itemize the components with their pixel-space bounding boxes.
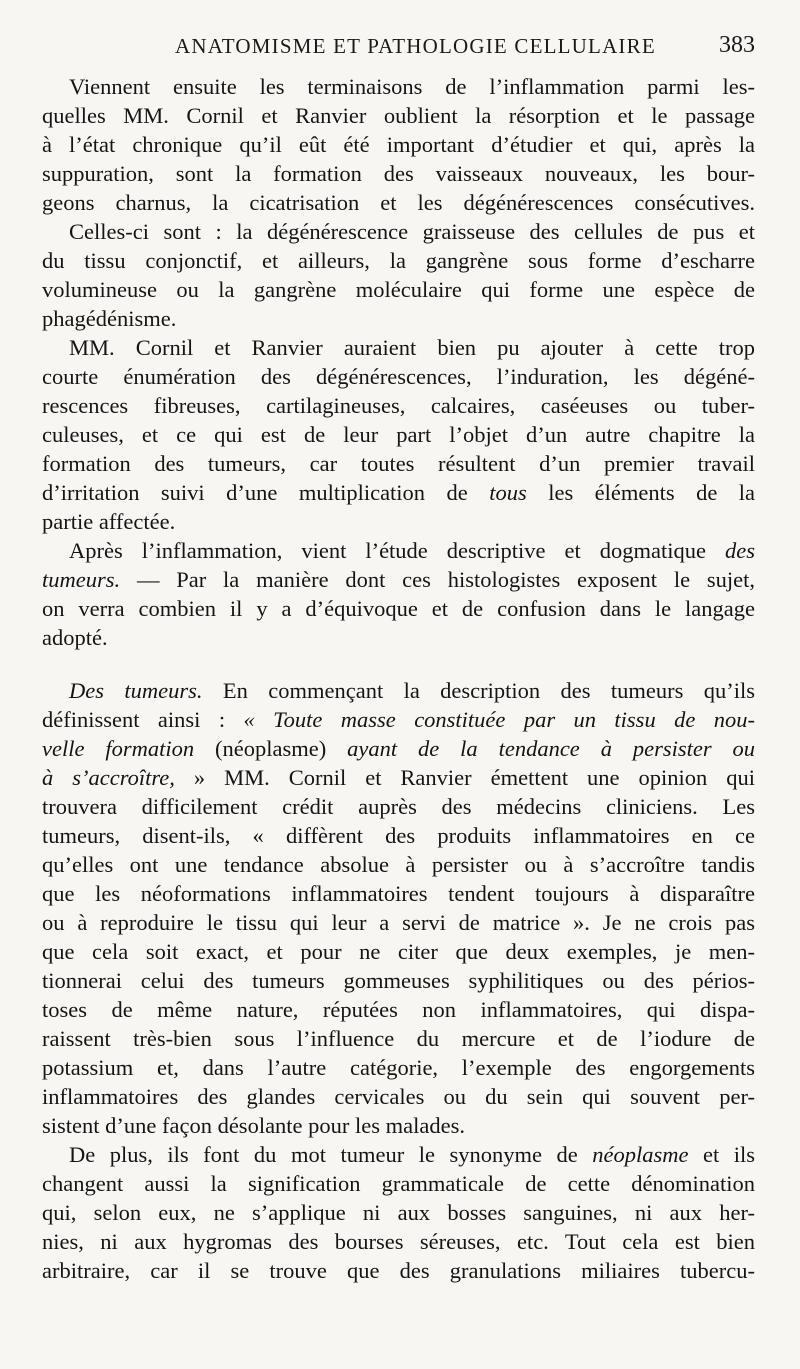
text-line <box>42 565 755 594</box>
text-run: d’irritation suivi d’une multiplication de <box>42 480 468 505</box>
italic-text: tumeurs. <box>42 567 121 592</box>
italic-text: des <box>725 538 755 563</box>
text-line: Viennent ensuite les terminaisons de l’inflammation parmi les- <box>69 74 755 99</box>
text-line: phagédénisme. <box>42 306 177 331</box>
text-line <box>42 705 755 734</box>
section-gap <box>42 652 755 676</box>
text-line: volumineuse ou la gangrène moléculaire qui forme une espèce de <box>42 277 755 302</box>
text-run: De plus, ils font du mot tumeur le synonyme de <box>69 1142 578 1167</box>
page-header <box>42 34 755 62</box>
text-line: inflammatoires des glandes cervicales ou du sein qui souvent per- <box>42 1084 755 1109</box>
body-text <box>42 72 755 1285</box>
page-number: 383 <box>719 32 755 58</box>
italic-text: « Toute masse constituée par un tissu de nou- <box>243 707 755 732</box>
italic-text: velle formation <box>42 736 195 761</box>
text-run: les éléments de la <box>548 480 755 505</box>
text-line: suppuration, sont la formation des vaisseaux nouveaux, les bour- <box>42 161 755 186</box>
text-line: trouvera difficilement crédit auprès des médecins cliniciens. Les <box>42 794 755 819</box>
text-line: qui, selon eux, ne s’applique ni aux bosses sanguines, ni aux her- <box>42 1200 755 1225</box>
text-line <box>42 734 755 763</box>
text-run: En commençant la description des tumeurs qu’ils <box>222 678 755 703</box>
italic-text: à s’accroître, <box>42 765 175 790</box>
text-line: arbitraire, car il se trouve que des granulations miliaires tubercu- <box>42 1258 755 1283</box>
text-line: adopté. <box>42 625 108 650</box>
text-line: geons charnus, la cicatrisation et les dégénérescences consécutives. <box>42 190 755 215</box>
paragraph <box>42 217 755 333</box>
running-title: ANATOMISME ET PATHOLOGIE CELLULAIRE <box>175 34 656 58</box>
text-line: toses de même nature, réputées non inflammatoires, qui dispa- <box>42 997 755 1022</box>
text-line: que cela soit exact, et pour ne citer que deux exemples, je men- <box>42 939 755 964</box>
text-line: rescences fibreuses, cartilagineuses, calcaires, caséeuses ou tuber- <box>42 393 755 418</box>
text-line: tumeurs, disent-ils, « diffèrent des produits inflammatoires en ce <box>42 823 755 848</box>
text-run: — Par la manière dont ces histologistes exposent le sujet, <box>136 567 755 592</box>
italic-text: néoplasme <box>592 1142 689 1167</box>
text-run: (néoplasme) <box>215 736 327 761</box>
paragraph <box>42 72 755 217</box>
text-line: quelles MM. Cornil et Ranvier oublient la résorption et le passage <box>42 103 755 128</box>
paragraph <box>42 536 755 652</box>
text-line <box>42 536 755 565</box>
text-line: à l’état chronique qu’il eût été important d’étudier et qui, après la <box>42 132 755 157</box>
text-line: potassium et, dans l’autre catégorie, l’exemple des engorgements <box>42 1055 755 1080</box>
text-line: culeuses, et ce qui est de leur part l’objet d’un autre chapitre la <box>42 422 755 447</box>
text-run: Après l’inflammation, vient l’étude descriptive et dogmatique <box>69 538 706 563</box>
paragraph <box>42 676 755 1140</box>
text-line: courte énumération des dégénérescences, l’induration, les dégéné- <box>42 364 755 389</box>
text-line: ou à reproduire le tissu qui leur a servi de matrice ». Je ne crois pas <box>42 910 755 935</box>
text-line: on verra combien il y a d’équivoque et de confusion dans le langage <box>42 596 755 621</box>
paragraph <box>42 333 755 536</box>
text-line <box>42 763 755 792</box>
italic-text: tous <box>489 480 527 505</box>
text-run: définissent ainsi : <box>42 707 226 732</box>
text-line: changent aussi la signification grammaticale de cette dénomination <box>42 1171 755 1196</box>
text-line: formation des tumeurs, car toutes résultent d’un premier travail <box>42 451 755 476</box>
text-line: raissent très-bien sous l’influence du mercure et de l’iodure de <box>42 1026 755 1051</box>
text-line <box>42 1140 755 1169</box>
text-line: Celles-ci sont : la dégénérescence graisseuse des cellules de pus et <box>69 219 755 244</box>
text-line: tionnerai celui des tumeurs gommeuses syphilitiques ou des périos- <box>42 968 755 993</box>
text-line: sistent d’une façon désolante pour les malades. <box>42 1113 465 1138</box>
text-line: que les néoformations inflammatoires tendent toujours à disparaître <box>42 881 755 906</box>
italic-text: Des tumeurs. <box>69 678 203 703</box>
text-line <box>42 676 755 705</box>
text-line: nies, ni aux hygromas des bourses séreuses, etc. Tout cela est bien <box>42 1229 755 1254</box>
text-line <box>42 478 755 507</box>
paragraph <box>42 1140 755 1285</box>
text-run: » MM. Cornil et Ranvier émettent une opinion qui <box>193 765 755 790</box>
text-line: qu’elles ont une tendance absolue à persister ou à s’accroître tandis <box>42 852 755 877</box>
italic-text: ayant de la tendance à persister ou <box>347 736 755 761</box>
text-line: partie affectée. <box>42 509 176 534</box>
text-line: MM. Cornil et Ranvier auraient bien pu ajouter à cette trop <box>69 335 755 360</box>
text-line: du tissu conjonctif, et ailleurs, la gangrène sous forme d’escharre <box>42 248 755 273</box>
text-run: et ils <box>702 1142 755 1167</box>
